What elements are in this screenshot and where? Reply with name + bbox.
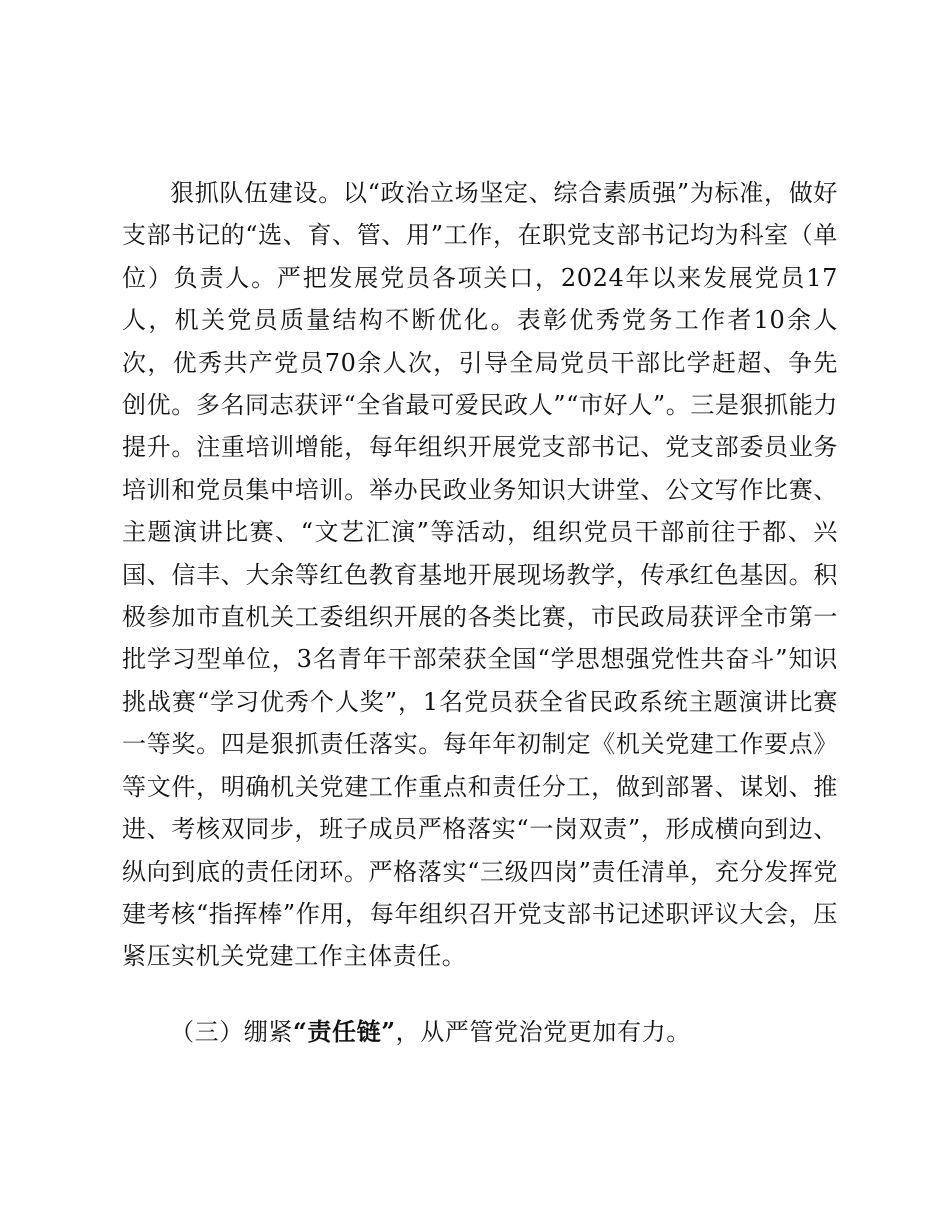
section-heading-suffix: ，从严管党治党更加有力。 [395,1018,691,1046]
body-paragraph: 狠抓队伍建设。以“政治立场坚定、综合素质强”为标准，做好支部书记的“选、育、管、用”工作，在职党支部书记均为科室（单位）负责人。严把发展党员各项关口，2024年以来发展党员17人，机关党员质量结构不断优化。表彰优秀党务工作者10余人次，优秀共产党员70余人次，引导全局党员干部比学赶超、争先创优。多名同志获评“全省最可爱民政人”“市好人”。三是狠抓能力提升。注重培训增能，每年组织开展党支部书记、党支部委员业务培训和党员集中培训。举办民政业务知识大讲堂、公文写作比赛、主题演讲比赛、“文艺汇演”等活动，组织党员干部前往于都、兴国、信丰、大余等红色教育基地开展现场教学，传承红色基因。积极参加市直机关工委组织开展的各类比赛，市民政局获评全市第一批学习型单位，3名青年干部荣获全国“学思想强党性共奋斗”知识挑战赛“学习优秀个人奖”，1名党员获全省民政系统主题演讲比赛一等奖。四是狠抓责任落实。每年年初制定《机关党建工作要点》等文件，明确机关党建工作重点和责任分工，做到部署、谋划、推进、考核双同步，班子成员严格落实“一岗双责”，形成横向到边、纵向到底的责任闭环。严格落实“三级四岗”责任清单，充分发挥党建考核“指挥棒”作用，每年组织召开党支部书记述职评议大会，压紧压实机关党建工作主体责任。 [122,179,838,971]
section-heading-emphasis: “责任链” [293,1017,396,1046]
section-heading [122,1011,838,1053]
section-heading-prefix: （三）绷紧 [170,1018,293,1046]
